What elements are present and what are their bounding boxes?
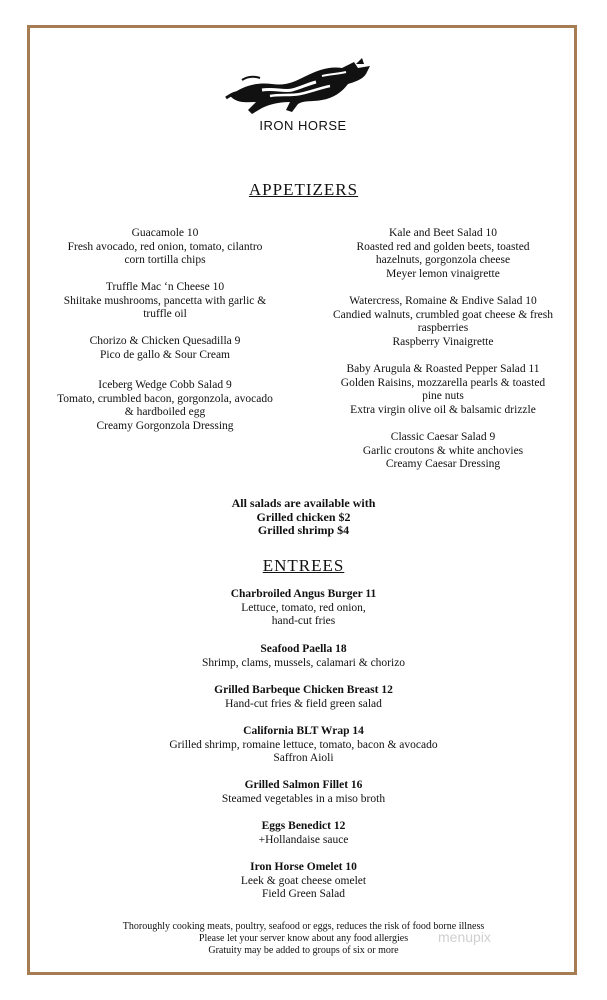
menu-item	[32, 227, 298, 268]
menu-item-description: Meyer lemon vinaigrette	[386, 267, 500, 280]
menu-item-name: Baby Arugula & Roasted Pepper Salad 11	[346, 363, 540, 375]
menu-item-description: & hardboiled egg	[124, 406, 206, 419]
menu-item-name: Charbroiled Angus Burger 11	[230, 588, 377, 600]
addon-line: Grilled chicken $2	[256, 509, 351, 524]
menu-item-description: Roasted red and golden beets, toasted	[356, 240, 530, 253]
menu-item-description: truffle oil	[143, 308, 187, 321]
menu-item-description: corn tortilla chips	[124, 254, 206, 267]
menu-item	[0, 820, 607, 847]
menu-item	[0, 684, 607, 711]
menu-item-name: Chorizo & Chicken Quesadilla 9	[89, 335, 241, 347]
menu-item-description: Lettuce, tomato, red onion,	[241, 601, 366, 614]
menu-item-description: hand-cut fries	[271, 615, 336, 628]
menu-item-description: Raspberry Vinaigrette	[392, 335, 494, 348]
menu-item-name: Iron Horse Omelet 10	[250, 861, 357, 873]
menu-item-name: California BLT Wrap 14	[243, 725, 364, 737]
menu-item-description: raspberries	[417, 322, 469, 335]
menu-item-name: Seafood Paella 18	[260, 643, 347, 655]
menu-item-name: Grilled Barbeque Chicken Breast 12	[214, 684, 393, 696]
menu-item-name: Classic Caesar Salad 9	[390, 431, 496, 443]
menu-item	[310, 363, 576, 417]
menu-item-description: Pico de gallo & Sour Cream	[100, 348, 230, 361]
menu-item-name: Watercress, Romaine & Endive Salad 10	[349, 295, 537, 307]
menu-item	[32, 379, 298, 433]
menu-item-name: Eggs Benedict 12	[261, 820, 346, 832]
menu-item	[0, 725, 607, 766]
menu-item-description: Grilled shrimp, romaine lettuce, tomato, bacon & avocado	[169, 738, 438, 751]
menu-item	[0, 643, 607, 670]
brand-name: IRON HORSE	[259, 118, 347, 133]
menu-item-description: Garlic croutons & white anchovies	[362, 444, 524, 457]
menu-item-name: Truffle Mac ‘n Cheese 10	[105, 281, 225, 293]
menu-item	[0, 861, 607, 902]
menu-item-description: Extra virgin olive oil & balsamic drizzle	[350, 403, 536, 416]
watermark: menupix	[438, 929, 491, 945]
menu-item-description: Tomato, crumbled bacon, gorgonzola, avocado	[57, 392, 273, 405]
menu-item-description: Leek & goat cheese omelet	[240, 874, 367, 887]
addon-line: All salads are available with	[231, 496, 376, 510]
menu-footer	[0, 921, 607, 957]
footer-line: Gratuity may be added to groups of six or more	[208, 945, 399, 956]
menu-item-description: Shrimp, clams, mussels, calamari & chorizo	[201, 656, 406, 669]
menu-item-description: Creamy Gorgonzola Dressing	[96, 419, 234, 432]
menu-item	[0, 588, 607, 629]
menu-item-description: Fresh avocado, red onion, tomato, cilantro	[67, 240, 263, 253]
menu-item-description: Golden Raisins, mozzarella pearls & toasted	[340, 376, 546, 389]
menu-item-name: Guacamole 10	[131, 227, 199, 239]
menu-item-name: Kale and Beet Salad 10	[389, 227, 497, 239]
menu-item-description: Saffron Aioli	[273, 752, 334, 765]
menu-item-description: Candied walnuts, crumbled goat cheese & fresh	[332, 308, 554, 321]
menu-item-description: pine nuts	[422, 390, 464, 403]
footer-line: Please let your server know about any food allergies	[198, 933, 409, 944]
entrees-title: ENTREES	[262, 556, 345, 575]
menu-item	[310, 295, 576, 349]
menu-item-description: +Hollandaise sauce	[258, 833, 349, 846]
addon-line: Grilled shrimp $4	[257, 523, 350, 537]
menu-item-description: Creamy Caesar Dressing	[385, 458, 501, 471]
appetizers-title: APPETIZERS	[248, 180, 359, 199]
iron-horse-logo	[222, 56, 384, 142]
horse-logo-icon	[222, 56, 384, 118]
menu-item	[32, 335, 298, 362]
menu-item-description: Hand-cut fries & field green salad	[225, 697, 382, 710]
menu-item-description: hazelnuts, gorgonzola cheese	[375, 254, 511, 267]
salad-addons	[0, 497, 607, 538]
menu-item	[0, 779, 607, 806]
menu-item-name: Iceberg Wedge Cobb Salad 9	[98, 379, 232, 391]
footer-line: Thoroughly cooking meats, poultry, seafood or eggs, reduces the risk of food borne illness	[122, 921, 485, 932]
menu-item-description: Shiitake mushrooms, pancetta with garlic &	[63, 294, 267, 307]
menu-item	[32, 281, 298, 322]
menu-item-name: Grilled Salmon Fillet 16	[244, 779, 363, 791]
menu-item	[310, 431, 576, 472]
menu-item	[310, 227, 576, 281]
menu-item-description: Steamed vegetables in a miso broth	[221, 792, 386, 805]
menu-item-description: Field Green Salad	[261, 888, 346, 901]
